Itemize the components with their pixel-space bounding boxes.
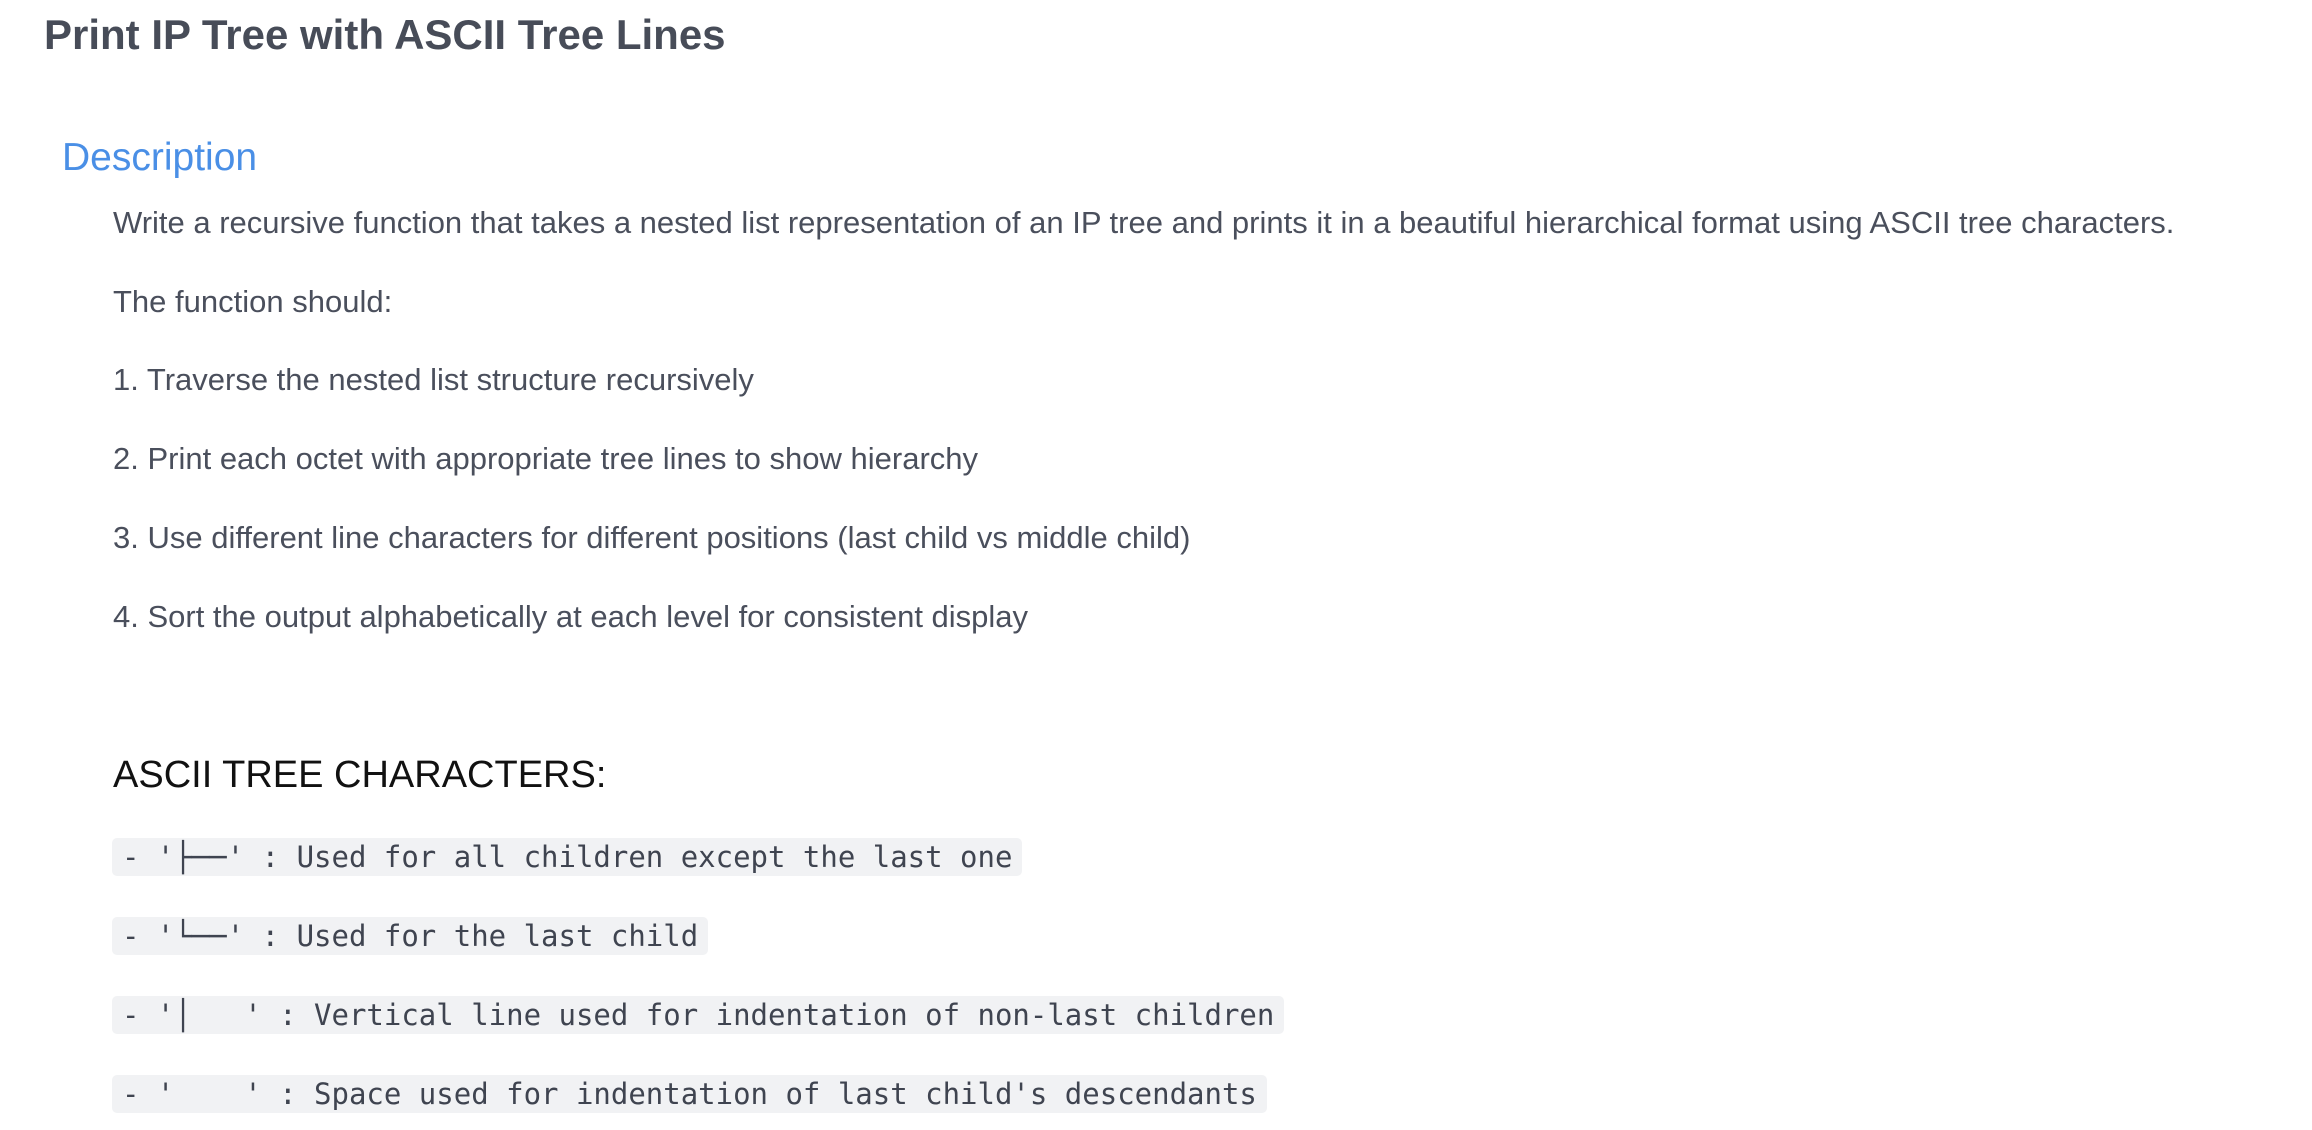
ascii-char-space-line: - ' ' : Space used for indentation of last child's descendants xyxy=(112,1075,1267,1113)
step-item-2: 2. Print each octet with appropriate tree lines to show hierarchy xyxy=(113,441,979,476)
ascii-characters-heading: ASCII TREE CHARACTERS: xyxy=(113,754,607,796)
page-title: Print IP Tree with ASCII Tree Lines xyxy=(44,11,726,58)
step-item-4: 4. Sort the output alphabetically at each level for consistent display xyxy=(113,599,1029,634)
description-lead: The function should: xyxy=(113,284,393,319)
step-item-3: 3. Use different line characters for different positions (last child vs middle child) xyxy=(113,520,1191,555)
ascii-char-last-line: - '└──' : Used for the last child xyxy=(112,917,708,955)
ascii-char-vertical-line: - '│ ' : Vertical line used for indentation of non-last children xyxy=(112,996,1284,1034)
step-item-1: 1. Traverse the nested list structure recursively xyxy=(113,362,754,397)
ascii-char-branch-line: - '├──' : Used for all children except the last one xyxy=(112,838,1022,876)
description-heading: Description xyxy=(62,136,258,179)
description-intro: Write a recursive function that takes a nested list representation of an IP tree and prints it in a beautiful hierarchical format using ASCII tree characters. xyxy=(113,205,2175,240)
